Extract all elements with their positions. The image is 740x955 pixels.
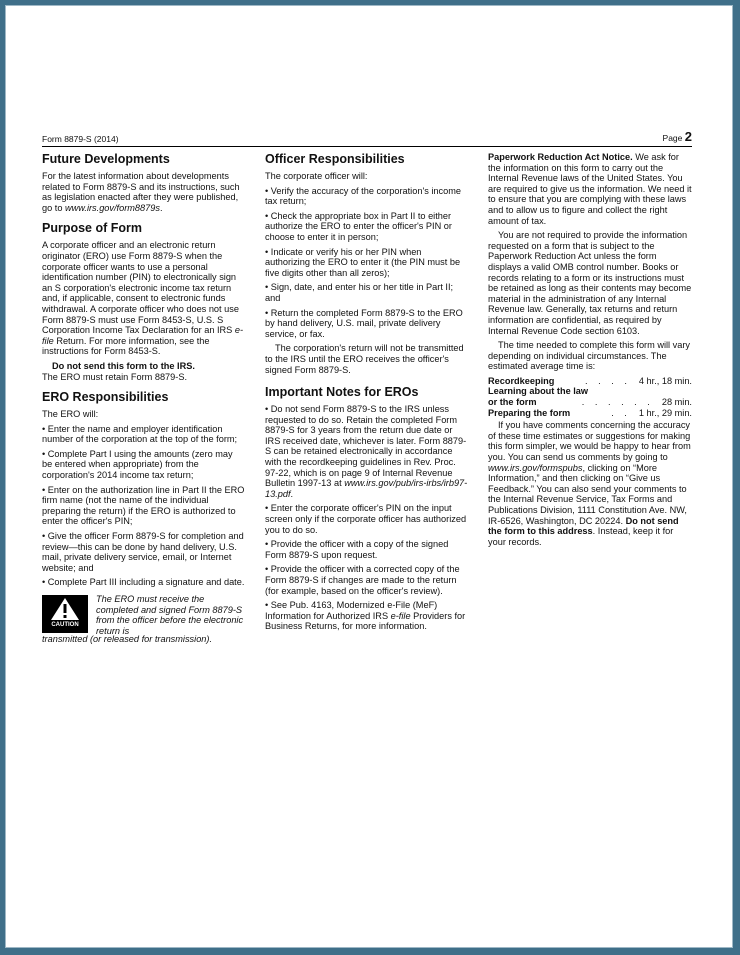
list-item: • Enter on the authorization line in Part II the ERO firm name (not the name of the individual preparing the return) if the ERO is authorized to enter the officer's PIN;	[42, 484, 245, 527]
column-1	[42, 152, 245, 645]
time-row-recordkeeping: Recordkeeping . . . . 4 hr., 18 min.	[488, 375, 692, 386]
column-2	[265, 152, 468, 636]
list-item: • Complete Part III including a signature and date.	[42, 577, 245, 588]
caution-block	[42, 594, 245, 642]
list-item: • Sign, date, and enter his or her title in Part II; and	[265, 282, 454, 303]
page-header	[42, 126, 692, 147]
future-developments-text: For the latest information about developments related to Form 8879-S and its instructions, such as legislation enacted after they were published, go to www.irs.gov/form8879s.	[42, 171, 240, 213]
time-row-form: or the form . . . . . . 28 min.	[488, 397, 692, 408]
list-item: • Enter the name and employer identification number of the corporation at the top of the form;	[42, 423, 238, 445]
ero-responsibilities-heading: ERO Responsibilities	[42, 390, 169, 405]
purpose-text: A corporate officer and an electronic return originator (ERO) use Form 8879-S when the corporate officer wants to use a personal identification number (PIN) to electronically sign an S corporation's electronic income tax return and, if applicable, consent to electronic funds withdrawal. A corporate officer who does not use Form 8879-S must use Form 8453-S, U.S. S Corporation Income Tax Declaration for an IRS e-file Return. For more information, see the instructions for Form 8453-S.	[42, 240, 244, 357]
officer-intro: The corporate officer will:	[265, 171, 368, 181]
ero-intro: The ERO will:	[42, 409, 99, 420]
list-item: • Enter the corporate officer's PIN on the input screen only if the corporate officer has authorized you to do so.	[265, 503, 467, 535]
time-row-preparing: Preparing the form . . 1 hr., 29 min.	[488, 407, 692, 418]
list-item: • Complete Part I using the amounts (zero may be entered when appropriate) from the corporation's 2014 income tax return;	[42, 448, 233, 481]
comments-paragraph: If you have comments concerning the accuracy of these time estimates or suggestions for making this form simpler, we would be happy to hear from you. You can send us comments by going to www.irs.gov/formspubs, clicking on “More Information,” and then clicking on “Give us Feedback.” You can also send your comments to the Internal Revenue Service, Tax Forms and Publications Division, 1111 Constitution Ave. NW, IR-6526, Washington, DC 20224. Do not send the form to this address. Instead, keep it for your records.	[488, 420, 691, 547]
list-item: • Do not send Form 8879-S to the IRS unless requested to do so. Retain the completed Form 8879-S for 3 years from the return due date or IRS received date, whichever is later. Form 8879-S can be retained electronically in accordance with the recordkeeping guidelines in Rev. Proc. 97-22, which is on page 9 of Internal Revenue Bulletin 1997-13 at www.irs.gov/pub/irs-irbs/irb97-13.pdf.	[265, 404, 468, 499]
list-item: • Check the appropriate box in Part II to either authorize the ERO to enter the officer's PIN or choose to enter it in person;	[265, 210, 452, 242]
list-item: • See Pub. 4163, Modernized e-File (MeF) Information for Authorized IRS e-file Providers for Business Returns, for more information.	[265, 600, 466, 632]
form-link[interactable]: www.irs.gov/form8879s	[65, 202, 160, 213]
future-developments-heading: Future Developments	[42, 152, 170, 166]
officer-responsibilities-heading: Officer Responsibilities	[265, 152, 405, 166]
caution-label: CAUTION	[51, 622, 79, 629]
paperwork-notice: Paperwork Reduction Act Notice. We ask for the information on this form to carry out the Internal Revenue laws of the United States. You are required to give us the information. We need it to ensure that you are complying with these laws and to allow us to figure and collect the right amount of tax.	[488, 152, 692, 226]
page-number: Page 2	[662, 129, 692, 144]
list-item: • Indicate or verify his or her PIN when authorizing the ERO to enter it (the PIN must be five digits other than all zeros);	[265, 246, 461, 278]
caution-text-tail: transmitted (or released for transmission).	[42, 634, 213, 644]
list-item: • Return the completed Form 8879-S to the ERO by hand delivery, U.S. mail, private delivery service, or fax.	[265, 307, 463, 339]
time-row-learning: Learning about the law	[488, 386, 589, 397]
purpose-heading: Purpose of Form	[42, 221, 143, 236]
caution-text: The ERO must receive the completed and signed Form 8879-S from the officer before the electronic return is	[96, 594, 244, 636]
caution-icon	[42, 595, 88, 633]
column-3	[488, 152, 692, 551]
ero-retain-note: The ERO must retain Form 8879-S.	[42, 371, 188, 382]
omb-paragraph: You are not required to provide the information requested on a form that is subject to the Paperwork Reduction Act unless the form displays a valid OMB control number. Books or records relating to a form or its instructions must be retained as long as their contents may become material in the administration of any Internal Revenue law. Generally, tax returns and return information are confidential, as required by Internal Revenue Code section 6103.	[488, 230, 692, 336]
formspubs-link[interactable]: www.irs.gov/formspubs	[488, 462, 583, 473]
important-notes-heading: Important Notes for EROs	[265, 385, 419, 400]
do-not-send-note: Do not send this form to the IRS.	[52, 360, 195, 371]
list-item: • Verify the accuracy of the corporation's income tax return;	[265, 185, 461, 207]
officer-note: The corporation's return will not be transmitted to the IRS until the ERO receives the officer's signed Form 8879-S.	[265, 343, 464, 375]
list-item: • Give the officer Form 8879-S for completion and review—this can be done by hand delivery, U.S. mail, private delivery service, email, or Internet website; and	[42, 531, 244, 573]
form-label: Form 8879-S (2014)	[42, 134, 119, 144]
time-paragraph: The time needed to complete this form will vary depending on individual circumstances. The estimated average time is:	[488, 340, 690, 372]
list-item: • Provide the officer with a copy of the signed Form 8879-S upon request.	[265, 539, 449, 560]
irb-link[interactable]: www.irs.gov/pub/irs-irbs/irb97-13.pdf	[265, 478, 468, 499]
list-item: • Provide the officer with a corrected copy of the Form 8879-S if changes are made to the return (for example, based on the officer's review).	[265, 564, 460, 596]
